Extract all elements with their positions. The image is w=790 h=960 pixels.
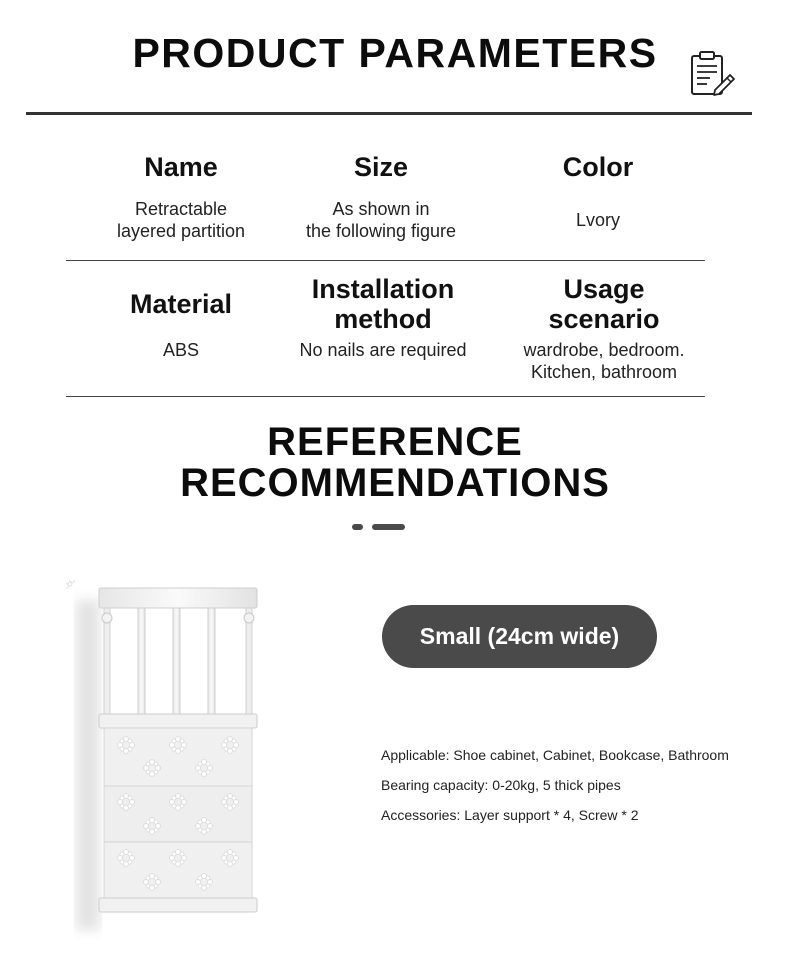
page-title-block (0, 30, 790, 77)
reference-title-line: RECOMMENDATIONS (180, 461, 610, 505)
param-label: scenario (548, 304, 660, 334)
param-value: wardrobe, bedroom. (523, 340, 685, 360)
param-label: Usage (563, 274, 645, 304)
indicator-bar (372, 524, 405, 530)
param-name (96, 152, 266, 242)
param-label: method (334, 304, 432, 334)
reference-title-line: REFERENCE (267, 420, 523, 464)
param-value: Retractable (134, 199, 228, 219)
spec-bearing-capacity: Bearing capacity: 0-20kg, 5 thick pipes (381, 777, 621, 793)
indicator-dot (352, 524, 363, 530)
param-value: layered partition (116, 221, 246, 241)
param-value: ABS (162, 340, 200, 360)
spec-applicable: Applicable: Shoe cabinet, Cabinet, Bookcase, Bathroom (381, 747, 729, 763)
reference-title (0, 422, 790, 504)
param-label: Color (562, 152, 634, 182)
row-divider (66, 396, 705, 397)
page-title: PRODUCT PARAMETERS (132, 30, 658, 76)
clipboard-pen-icon (688, 50, 736, 98)
param-label: Installation (311, 274, 455, 304)
param-label: Name (144, 152, 218, 182)
param-material (96, 289, 266, 361)
param-value: As shown in (332, 199, 430, 219)
param-value: Lvory (575, 210, 620, 230)
param-value: the following figure (305, 221, 457, 241)
param-color (513, 152, 683, 231)
spec-accessories: Accessories: Layer support * 4, Screw * 2 (381, 807, 639, 823)
size-badge: Small (24cm wide) (382, 605, 657, 668)
param-value: Kitchen, bathroom (530, 362, 678, 382)
param-installation (283, 274, 483, 361)
param-label: Material (129, 289, 233, 319)
param-usage (509, 274, 699, 383)
row-divider (66, 260, 705, 261)
param-value: No nails are required (299, 340, 467, 360)
product-image (66, 580, 276, 940)
param-label: Size (353, 152, 409, 182)
param-size (286, 152, 476, 242)
header-divider (26, 112, 752, 115)
